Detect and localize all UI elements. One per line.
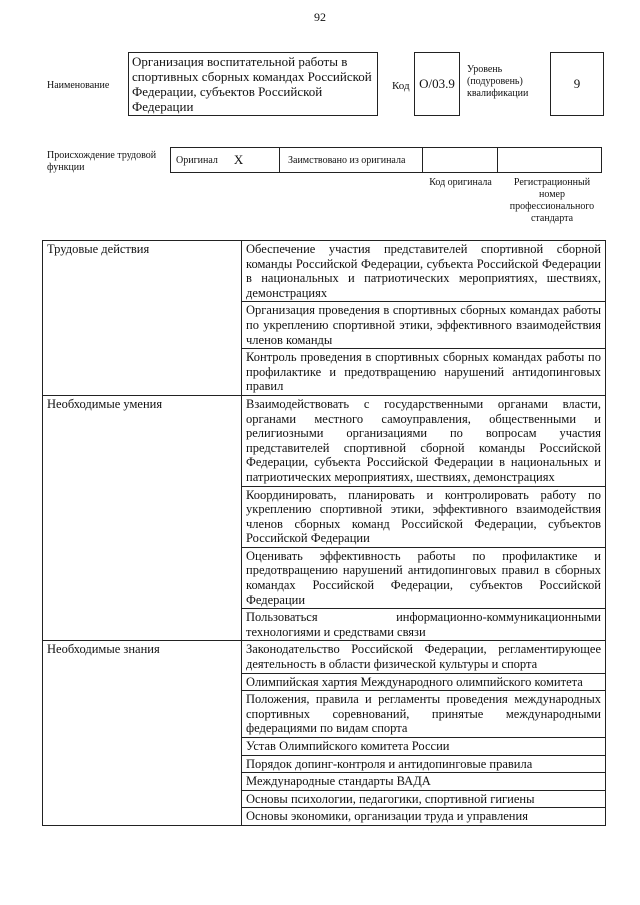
original-mark: X: [233, 152, 244, 167]
table-cell: Оценивать эффективность работы по профилактике и предотвращению нарушений антидопинговых правил в сборных командах Российской Федерации, субъектов Российской Федерации: [242, 547, 606, 608]
table-row: [43, 241, 606, 302]
table-row: [43, 395, 606, 486]
code-value-box: О/03.9: [414, 52, 460, 116]
table-cell: Взаимодействовать с государственными органами власти, органами местного самоуправления, общественными и религиозными организациями по вопросам участия представителей спортивной сборной команды Российской Федерации, субъекта Российской Федерации в национальных и патриотических мероприятиях, шествиях, демонстрациях: [242, 395, 606, 486]
original-cell: [170, 147, 280, 173]
table-cell: Олимпийская хартия Международного олимпийского комитета: [242, 673, 606, 691]
function-name-box: Организация воспитательной работы в спортивных сборных командах Российской Федерации, субъектов Российской Федерации: [128, 52, 378, 116]
reg-number-cell: [498, 147, 602, 173]
original-label: Оригинал: [176, 154, 218, 166]
qualification-level-box: 9: [550, 52, 604, 116]
section-title: Необходимые знания: [43, 641, 242, 826]
origin-label: Происхождение трудовой функции: [47, 150, 157, 173]
code-label: Код: [392, 80, 410, 92]
table-cell: Устав Олимпийского комитета России: [242, 738, 606, 756]
code-original-cell: [423, 147, 498, 173]
reg-number-caption: Регистрационный номер профессионального стандарта: [509, 177, 595, 224]
function-details-table: [42, 240, 606, 826]
origin-row: [170, 147, 602, 173]
table-cell: Основы экономики, организации труда и управления: [242, 808, 606, 826]
borrowed-cell: [280, 147, 423, 173]
code-original-caption: Код оригинала: [429, 177, 492, 188]
name-label: Наименование: [47, 80, 110, 91]
page-number: 92: [314, 10, 326, 24]
section-title: Трудовые действия: [43, 241, 242, 396]
table-cell: Положения, правила и регламенты проведения международных спортивных соревнований, принятые международными федерациями по видам спорта: [242, 691, 606, 738]
table-cell: Пользоваться информационно-коммуникационными технологиями и средствами связи: [242, 609, 606, 641]
table-cell: Порядок допинг-контроля и антидопинговые правила: [242, 755, 606, 773]
table-row: [43, 641, 606, 673]
table-cell: Контроль проведения в спортивных сборных командах работы по профилактике и предотвращению нарушений антидопинговых правил: [242, 349, 606, 396]
qualification-level-label: Уровень (подуровень) квалификации: [467, 64, 529, 99]
borrowed-label: Заимствовано из оригинала: [288, 154, 406, 166]
table-cell: Основы психологии, педагогики, спортивной гигиены: [242, 790, 606, 808]
table-cell: Законодательство Российской Федерации, регламентирующее деятельность в области физической культуры и спорта: [242, 641, 606, 673]
table-cell: Обеспечение участия представителей спортивной сборной команды Российской Федерации, субъекта Российской Федерации в национальных и патриотических мероприятиях, шествиях, демонстрациях: [242, 241, 606, 302]
table-cell: Координировать, планировать и контролировать работу по укреплению спортивной этики, эффективного взаимодействия членов сборных команд Российской Федерации, субъектов Российской Федерации: [242, 486, 606, 547]
table-cell: Международные стандарты ВАДА: [242, 773, 606, 791]
table-cell: Организация проведения в спортивных сборных командах работы по укреплению спортивной этики, эффективного взаимодействия членов команды: [242, 302, 606, 349]
section-title: Необходимые умения: [43, 395, 242, 641]
